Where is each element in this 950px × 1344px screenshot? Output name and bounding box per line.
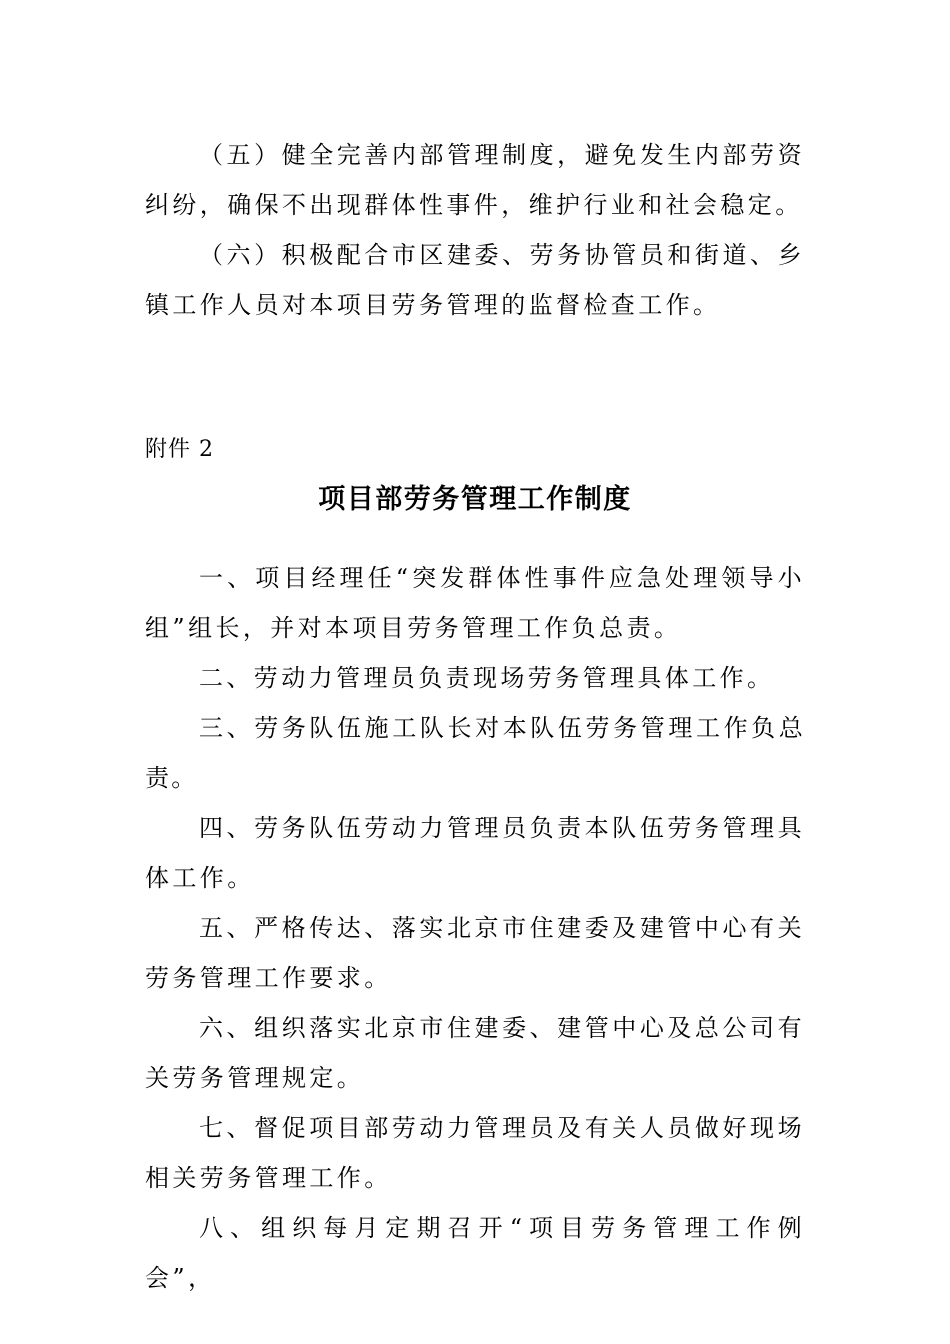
attachment-label: 附件 2 (145, 437, 214, 462)
document-title: 项目部劳务管理工作制度 (318, 484, 632, 515)
paragraph-item-5: （五）健全完善内部管理制度，避免发生内部劳资纠纷，确保不出现群体性事件，维护行业和社会稳定。 (145, 141, 805, 219)
rule-item-3: 三、劳务队伍施工队长对本队伍劳务管理工作负总责。 (145, 714, 805, 792)
rule-item-2: 二、劳动力管理员负责现场劳务管理具体工作。 (199, 664, 775, 692)
top-section (145, 130, 805, 330)
rule-item-1: 一、项目经理任“突发群体性事件应急处理领导小组”组长，并对本项目劳务管理工作负总责。 (145, 564, 805, 642)
rules-list (145, 553, 805, 1303)
rule-item-5: 五、严格传达、落实北京市住建委及建管中心有关劳务管理工作要求。 (145, 914, 805, 992)
rule-item-7: 七、督促项目部劳动力管理员及有关人员做好现场相关劳务管理工作。 (145, 1114, 805, 1192)
rule-item-8: 八、组织每月定期召开“项目劳务管理工作例会”， (145, 1214, 805, 1292)
rule-item-6: 六、组织落实北京市住建委、建管中心及总公司有关劳务管理规定。 (145, 1014, 805, 1092)
rule-item-4: 四、劳务队伍劳动力管理员负责本队伍劳务管理具体工作。 (145, 814, 805, 892)
paragraph-item-6: （六）积极配合市区建委、劳务协管员和街道、乡镇工作人员对本项目劳务管理的监督检查工作。 (145, 241, 805, 319)
